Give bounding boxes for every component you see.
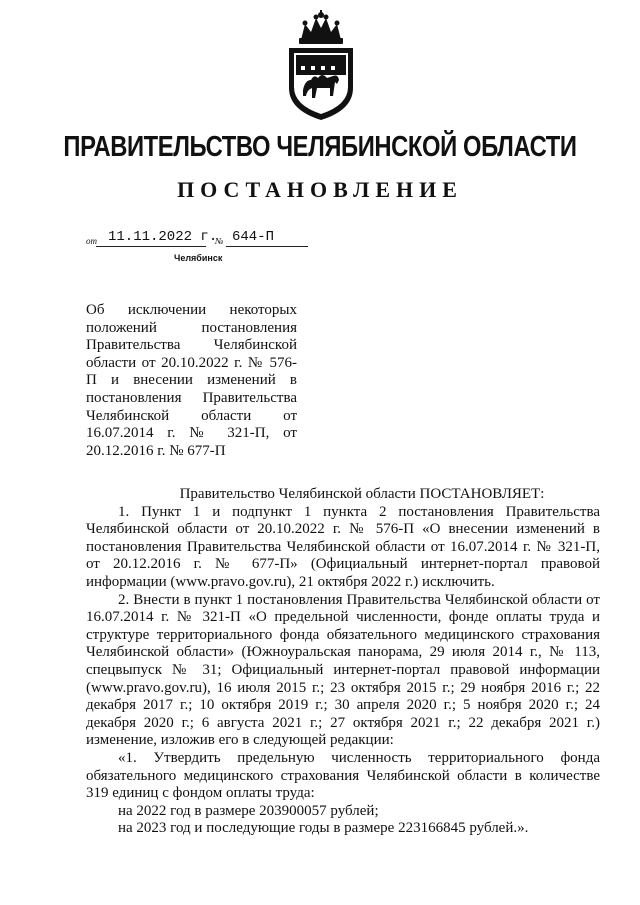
coat-of-arms-icon xyxy=(281,10,361,122)
document-number: 644-П xyxy=(232,229,275,245)
body-sub-item-2: на 2023 год и последующие годы в размере 223166845 рублей.». xyxy=(118,820,529,837)
document-date: 11.11.2022 г. xyxy=(108,229,218,245)
document-subject: Об исключении некоторых положений постановления Правительства Челябинской области от 20.10.2022 г. № 576-П и внесении изменений в постановления Правительства Челябинской области от 16.07.2014 г. № 321-П, от 20.12.2016 г. № 677-П xyxy=(86,302,297,459)
document-type-heading: ПОСТАНОВЛЕНИЕ xyxy=(177,177,463,202)
body-sub-item-1: на 2022 год в размере 203900057 рублей; xyxy=(118,802,379,819)
number-label: № xyxy=(215,236,224,246)
body-paragraph-2: 2. Внести в пункт 1 постановления Правительства Челябинской области от 16.07.2014 г. № 321-П «О предельной численности, фонде оплаты труда и структуре территориального фонда обязательного медицинского страхования Челябинской области» (Южноуральская панорама, 29 июля 2014 г., № 113, спецвыпуск № 31; Официальный интернет-портал правовой информации (www.pravo.gov.ru), 16 июля 2015 г.; 23 октября 2015 г.; 29 ноября 2016 г.; 22 декабря 2017 г.; 10 октября 2019 г.; 30 апреля 2020 г.; 5 ноября 2020 г.; 24 декабря 2020 г.; 6 августа 2021 г.; 27 октября 2021 г.; 22 декабря 2021 г.) изменение, изложив его в следующей редакции: xyxy=(86,591,600,749)
date-underline xyxy=(96,246,206,247)
date-label: от xyxy=(86,236,97,246)
body-paragraph-3: «1. Утвердить предельную численность территориального фонда обязательного медицинского страхования Челябинской области в количестве 319 единиц с фондом оплаты труда: xyxy=(86,749,600,802)
body-paragraph-1: 1. Пункт 1 и подпункт 1 пункта 2 постановления Правительства Челябинской области от 20.10.2022 г. № 576-П «О внесении изменений в постановления Правительства Челябинской области от 16.07.2014 г. № 321-П, от 20.12.2016 г. № 677-П» (Официальный интернет-портал правовой информации (www.pravo.gov.ru), 21 октября 2022 г.) исключить. xyxy=(86,503,600,590)
number-underline xyxy=(226,246,308,247)
organization-title: ПРАВИТЕЛЬСТВО ЧЕЛЯБИНСКОЙ ОБЛАСТИ xyxy=(63,131,577,163)
body-lead: Правительство Челябинской области ПОСТАНОВЛЯЕТ: xyxy=(179,486,545,502)
document-body xyxy=(86,486,600,838)
city-label: Челябинск xyxy=(174,253,223,263)
document-meta xyxy=(86,226,326,262)
